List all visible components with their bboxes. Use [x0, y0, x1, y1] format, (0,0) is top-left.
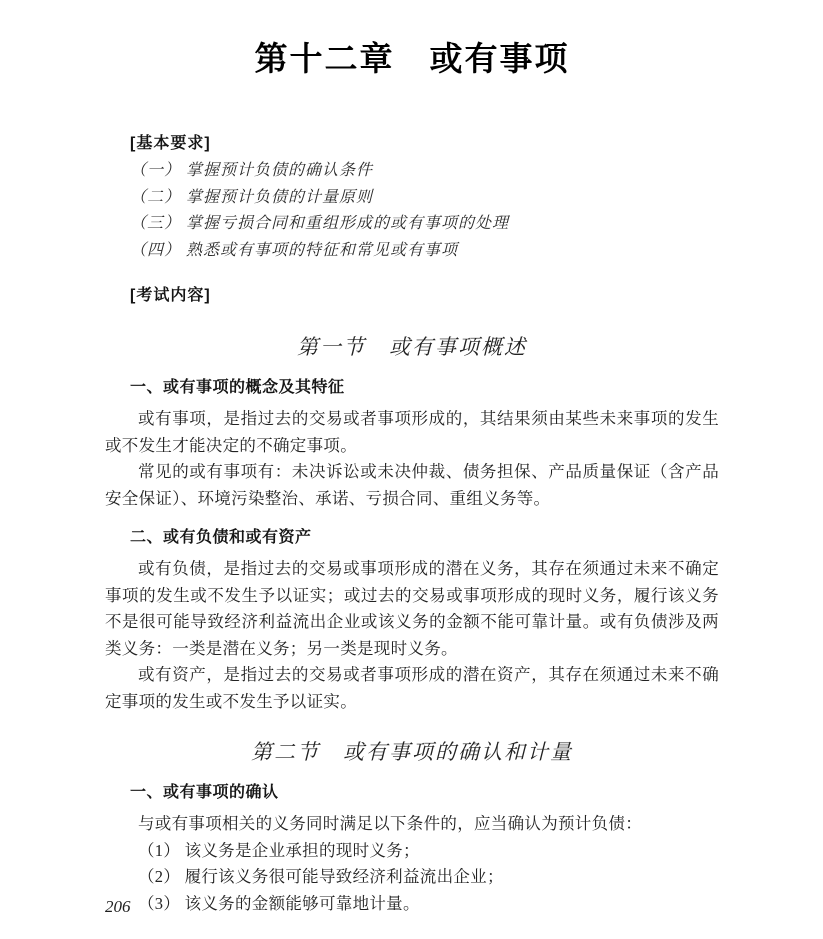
basic-requirements-label: [基本要求] — [130, 135, 211, 152]
paragraph-recognition-intro: 与或有事项相关的义务同时满足以下条件的，应当确认为预计负债： — [138, 814, 642, 833]
section1-heading-liabilities-assets: 二、或有负债和或有资产 — [130, 529, 312, 546]
condition-item-2: （2） 履行该义务很可能导致经济利益流出企业； — [138, 867, 504, 886]
paragraph-contingent-liability: 或有负债，是指过去的交易或事项形成的潜在义务，其存在须通过未来不确定事项的发生或不发生予以证实；或过去的交易或事项形成的现时义务，履行该义务不是很可能导致经济利益流出企业或该义务的金额不能可靠计量。或有负债涉及两类义务：一类是潜在义务；另一类是现时义务。 — [105, 559, 719, 658]
condition-item-1: （1） 该义务是企业承担的现时义务； — [138, 840, 420, 860]
requirement-item-2: （二） 掌握预计负债的计量原则 — [130, 188, 374, 206]
section2-heading-recognition: 一、或有事项的确认 — [130, 784, 279, 801]
exam-content-label: [考试内容] — [130, 287, 211, 304]
paragraph-contingency-definition: 或有事项，是指过去的交易或者事项形成的，其结果须由某些未来事项的发生或不发生才能决定的不确定事项。 — [105, 409, 719, 455]
section1-title: 第一节 或有事项概述 — [297, 335, 527, 359]
paragraph-common-contingencies: 常见的或有事项有：未决诉讼或未决仲裁、债务担保、产品质量保证（含产品安全保证）、环境污染整治、承诺、亏损合同、重组义务等。 — [105, 462, 719, 508]
condition-item-3: （3） 该义务的金额能够可靠地计量。 — [138, 893, 420, 913]
chapter-title: 第十二章 或有事项 — [254, 42, 570, 78]
paragraph-contingent-asset: 或有资产，是指过去的交易或者事项形成的潜在资产，其存在须通过未来不确定事项的发生或不发生予以证实。 — [105, 665, 719, 711]
requirement-item-1: （一） 掌握预计负债的确认条件 — [130, 162, 374, 179]
basic-requirements-section — [105, 130, 719, 264]
page-number: 206 — [105, 897, 131, 916]
section2-title: 第二节 或有事项的确认和计量 — [251, 740, 573, 764]
requirement-item-4: （四） 熟悉或有事项的特征和常见或有事项 — [130, 241, 459, 259]
page-content — [105, 0, 719, 917]
section1-heading-concepts: 一、或有事项的概念及其特征 — [130, 379, 345, 396]
requirement-item-3: （三） 掌握亏损合同和重组形成的或有事项的处理 — [130, 215, 510, 232]
